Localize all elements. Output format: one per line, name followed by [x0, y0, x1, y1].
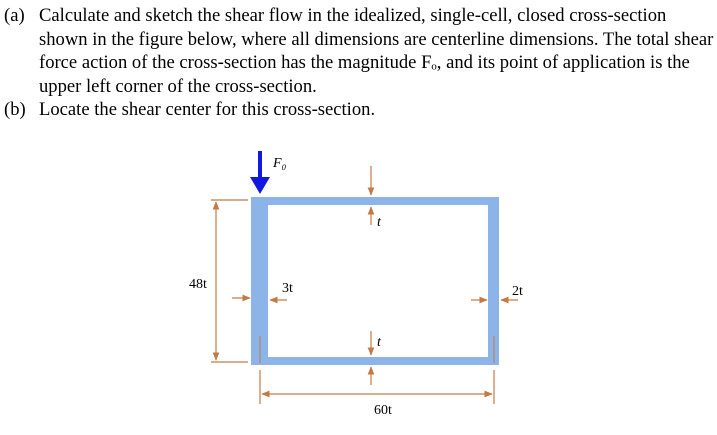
- bottom-wall-label: t: [377, 335, 381, 350]
- part-label-a: (a): [4, 5, 25, 26]
- part-text-a: Calculate and sketch the shear flow in the idealized, single-cell, closed cross-section shown in the figure below, where all dimensions are centerline dimensions. The total shear force action of the cross-section has the magnitude Fₒ, and its point of application is the upper left corner of the cross-section.: [39, 5, 714, 97]
- width-label: 60t: [374, 403, 392, 418]
- top-wall: [251, 197, 499, 205]
- part-text-b: Locate the shear center for this cross-section.: [39, 99, 376, 121]
- part-label-b: (b): [4, 99, 26, 121]
- force-arrow: [250, 151, 270, 194]
- height-label: 48t: [189, 277, 207, 292]
- right-wall-label: 2t: [512, 284, 523, 299]
- left-wall-label: 3t: [282, 281, 293, 296]
- force-label: F₀: [273, 156, 287, 171]
- width-dimension: [260, 370, 494, 404]
- bottom-wall: [251, 357, 499, 365]
- top-wall-label: t: [377, 215, 381, 230]
